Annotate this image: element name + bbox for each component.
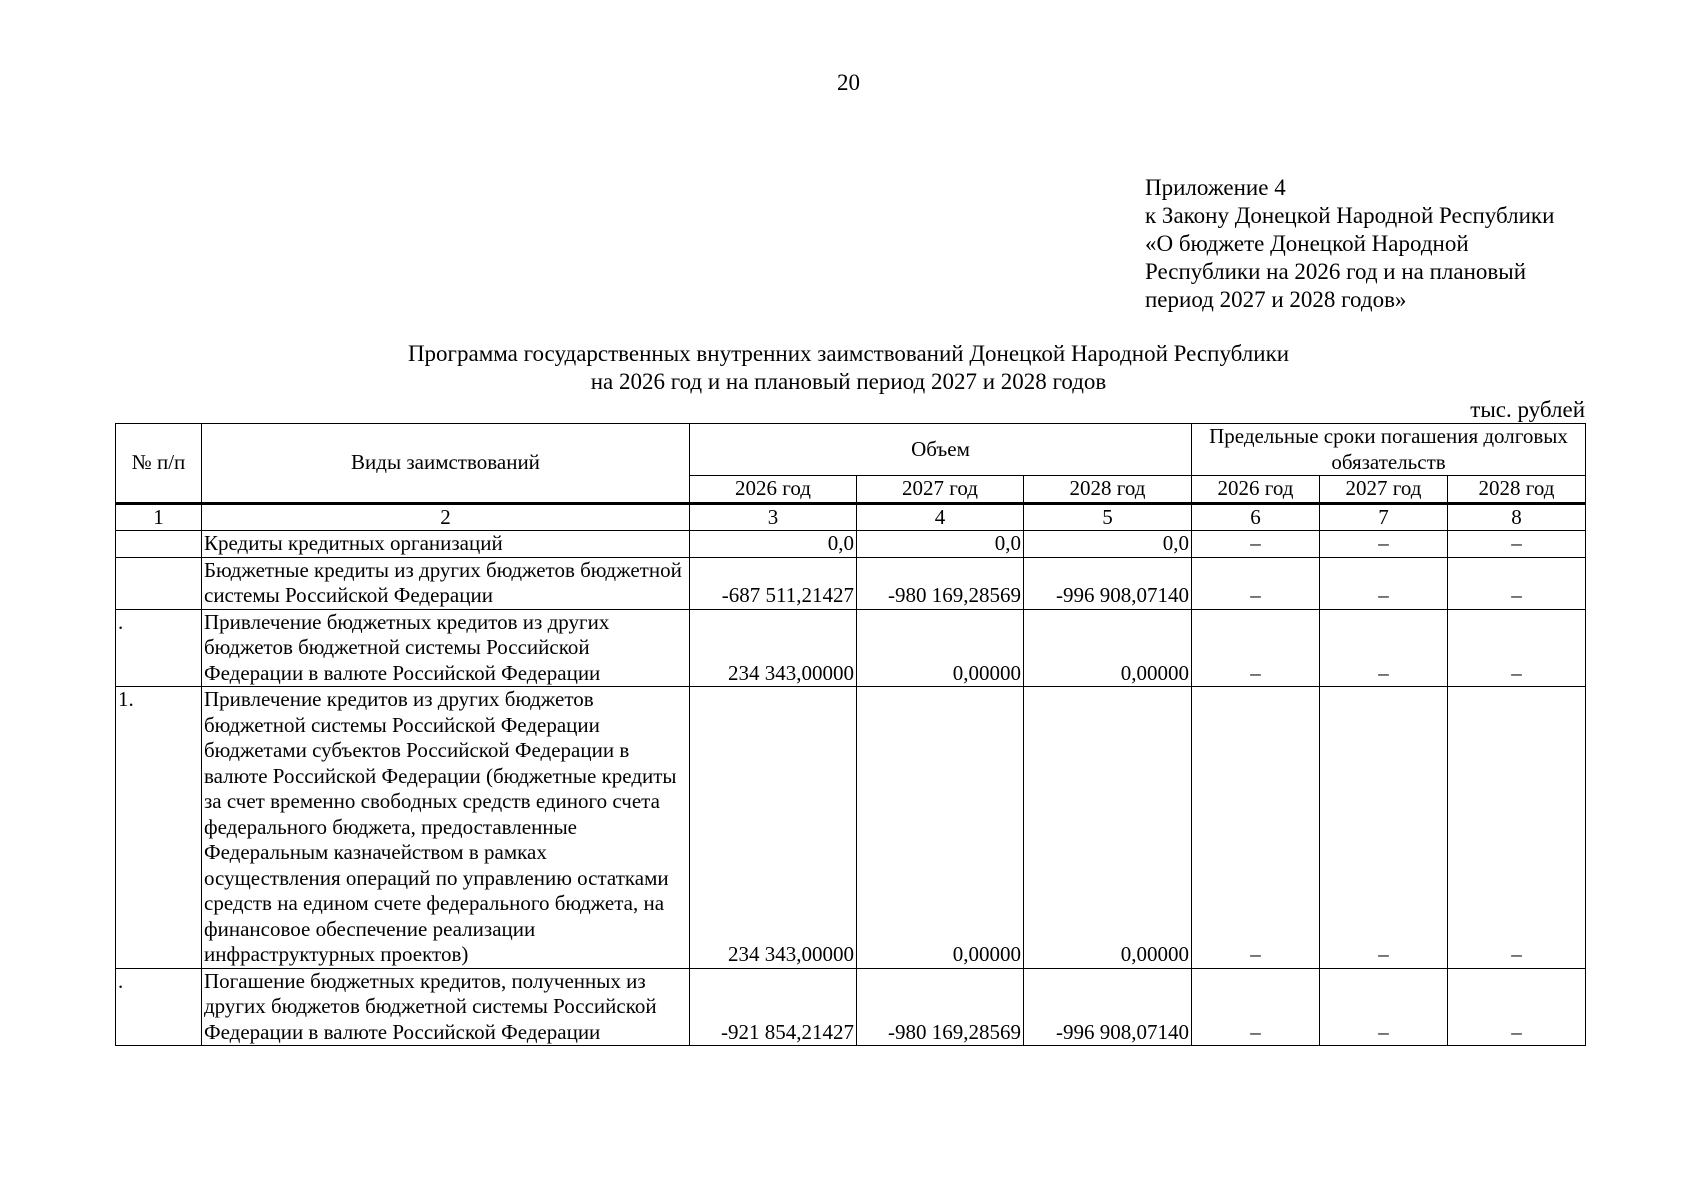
header-volume: Объем bbox=[690, 424, 1192, 476]
term-2026: – bbox=[1192, 557, 1320, 609]
header-row bbox=[116, 424, 1586, 476]
table-row bbox=[116, 687, 1586, 969]
term-2027: – bbox=[1320, 687, 1448, 969]
row-name: Привлечение кредитов из других бюджетов бюджетной системы Российской Федерации бюджетами субъектов Российской Федерации в валюте Российской Федерации (бюджетные кредиты за счет временно свободных средств единого счета федерального бюджета, предоставленные Федеральным казначейством в рамках осуществления операций по управлению остатками средств на едином счете федерального бюджета, на финансовое обеспечение реализации инфраструктурных проектов) bbox=[202, 687, 690, 969]
row-index: . bbox=[116, 609, 202, 687]
borrowing-table bbox=[115, 423, 1586, 1046]
header-year: 2028 год bbox=[1448, 476, 1586, 504]
row-name: Погашение бюджетных кредитов, полученных из других бюджетов бюджетной системы Российской Федерации в валюте Российской Федерации bbox=[202, 968, 690, 1046]
header-terms: Предельные сроки погашения долговых обязательств bbox=[1192, 424, 1586, 476]
row-index bbox=[116, 531, 202, 558]
column-number: 4 bbox=[857, 503, 1024, 531]
volume-2027: -980 169,28569 bbox=[857, 557, 1024, 609]
column-number: 2 bbox=[202, 503, 690, 531]
appendix-line: период 2027 и 2028 годов» bbox=[1145, 287, 1407, 312]
table-row bbox=[116, 609, 1586, 687]
row-index: . bbox=[116, 968, 202, 1046]
volume-2026: -921 854,21427 bbox=[690, 968, 857, 1046]
volume-2027: 0,00000 bbox=[857, 609, 1024, 687]
volume-2028: -996 908,07140 bbox=[1024, 968, 1192, 1046]
header-year: 2027 год bbox=[857, 476, 1024, 504]
header-year: 2026 год bbox=[690, 476, 857, 504]
term-2027: – bbox=[1320, 609, 1448, 687]
volume-2028: 0,00000 bbox=[1024, 687, 1192, 969]
term-2026: – bbox=[1192, 687, 1320, 969]
term-2028: – bbox=[1448, 687, 1586, 969]
volume-2027: 0,00000 bbox=[857, 687, 1024, 969]
term-2027: – bbox=[1320, 557, 1448, 609]
appendix-line: «О бюджете Донецкой Народной bbox=[1145, 231, 1469, 256]
document-title-line1: Программа государственных внутренних заимствований Донецкой Народной Республики bbox=[407, 341, 1290, 366]
column-numbers-row bbox=[116, 503, 1586, 531]
volume-2027: 0,0 bbox=[857, 531, 1024, 558]
header-year: 2027 год bbox=[1320, 476, 1448, 504]
column-number: 7 bbox=[1320, 503, 1448, 531]
row-index: 1. bbox=[116, 687, 202, 969]
volume-2027: -980 169,28569 bbox=[857, 968, 1024, 1046]
page-number: 20 bbox=[837, 70, 860, 95]
document-title bbox=[0, 340, 1697, 396]
volume-2026: 234 343,00000 bbox=[690, 687, 857, 969]
volume-2026: -687 511,21427 bbox=[690, 557, 857, 609]
table-row bbox=[116, 557, 1586, 609]
column-number: 5 bbox=[1024, 503, 1192, 531]
volume-2028: 0,00000 bbox=[1024, 609, 1192, 687]
units-label: тыс. рублей bbox=[1470, 397, 1585, 422]
header-num: № п/п bbox=[116, 424, 202, 504]
term-2027: – bbox=[1320, 531, 1448, 558]
term-2026: – bbox=[1192, 531, 1320, 558]
table-row bbox=[116, 531, 1586, 558]
appendix-block bbox=[1145, 174, 1554, 314]
appendix-line: Республики на 2026 год и на плановый bbox=[1145, 259, 1527, 284]
header-kind: Виды заимствований bbox=[202, 424, 690, 504]
appendix-line: к Закону Донецкой Народной Республики bbox=[1145, 203, 1555, 228]
row-name: Бюджетные кредиты из других бюджетов бюджетной системы Российской Федерации bbox=[202, 557, 690, 609]
header-year: 2026 год bbox=[1192, 476, 1320, 504]
term-2026: – bbox=[1192, 968, 1320, 1046]
row-index bbox=[116, 557, 202, 609]
column-number: 3 bbox=[690, 503, 857, 531]
volume-2026: 234 343,00000 bbox=[690, 609, 857, 687]
term-2028: – bbox=[1448, 609, 1586, 687]
term-2028: – bbox=[1448, 531, 1586, 558]
column-number: 8 bbox=[1448, 503, 1586, 531]
volume-2028: -996 908,07140 bbox=[1024, 557, 1192, 609]
header-year: 2028 год bbox=[1024, 476, 1192, 504]
volume-2028: 0,0 bbox=[1024, 531, 1192, 558]
term-2028: – bbox=[1448, 557, 1586, 609]
column-number: 1 bbox=[116, 503, 202, 531]
term-2027: – bbox=[1320, 968, 1448, 1046]
appendix-line: Приложение 4 bbox=[1145, 175, 1286, 200]
row-name: Привлечение бюджетных кредитов из других бюджетов бюджетной системы Российской Федерации в валюте Российской Федерации bbox=[202, 609, 690, 687]
document-title-line2: на 2026 год и на плановый период 2027 и 2028 годов bbox=[590, 369, 1107, 394]
table-row bbox=[116, 968, 1586, 1046]
term-2028: – bbox=[1448, 968, 1586, 1046]
volume-2026: 0,0 bbox=[690, 531, 857, 558]
term-2026: – bbox=[1192, 609, 1320, 687]
row-name: Кредиты кредитных организаций bbox=[202, 531, 690, 558]
column-number: 6 bbox=[1192, 503, 1320, 531]
